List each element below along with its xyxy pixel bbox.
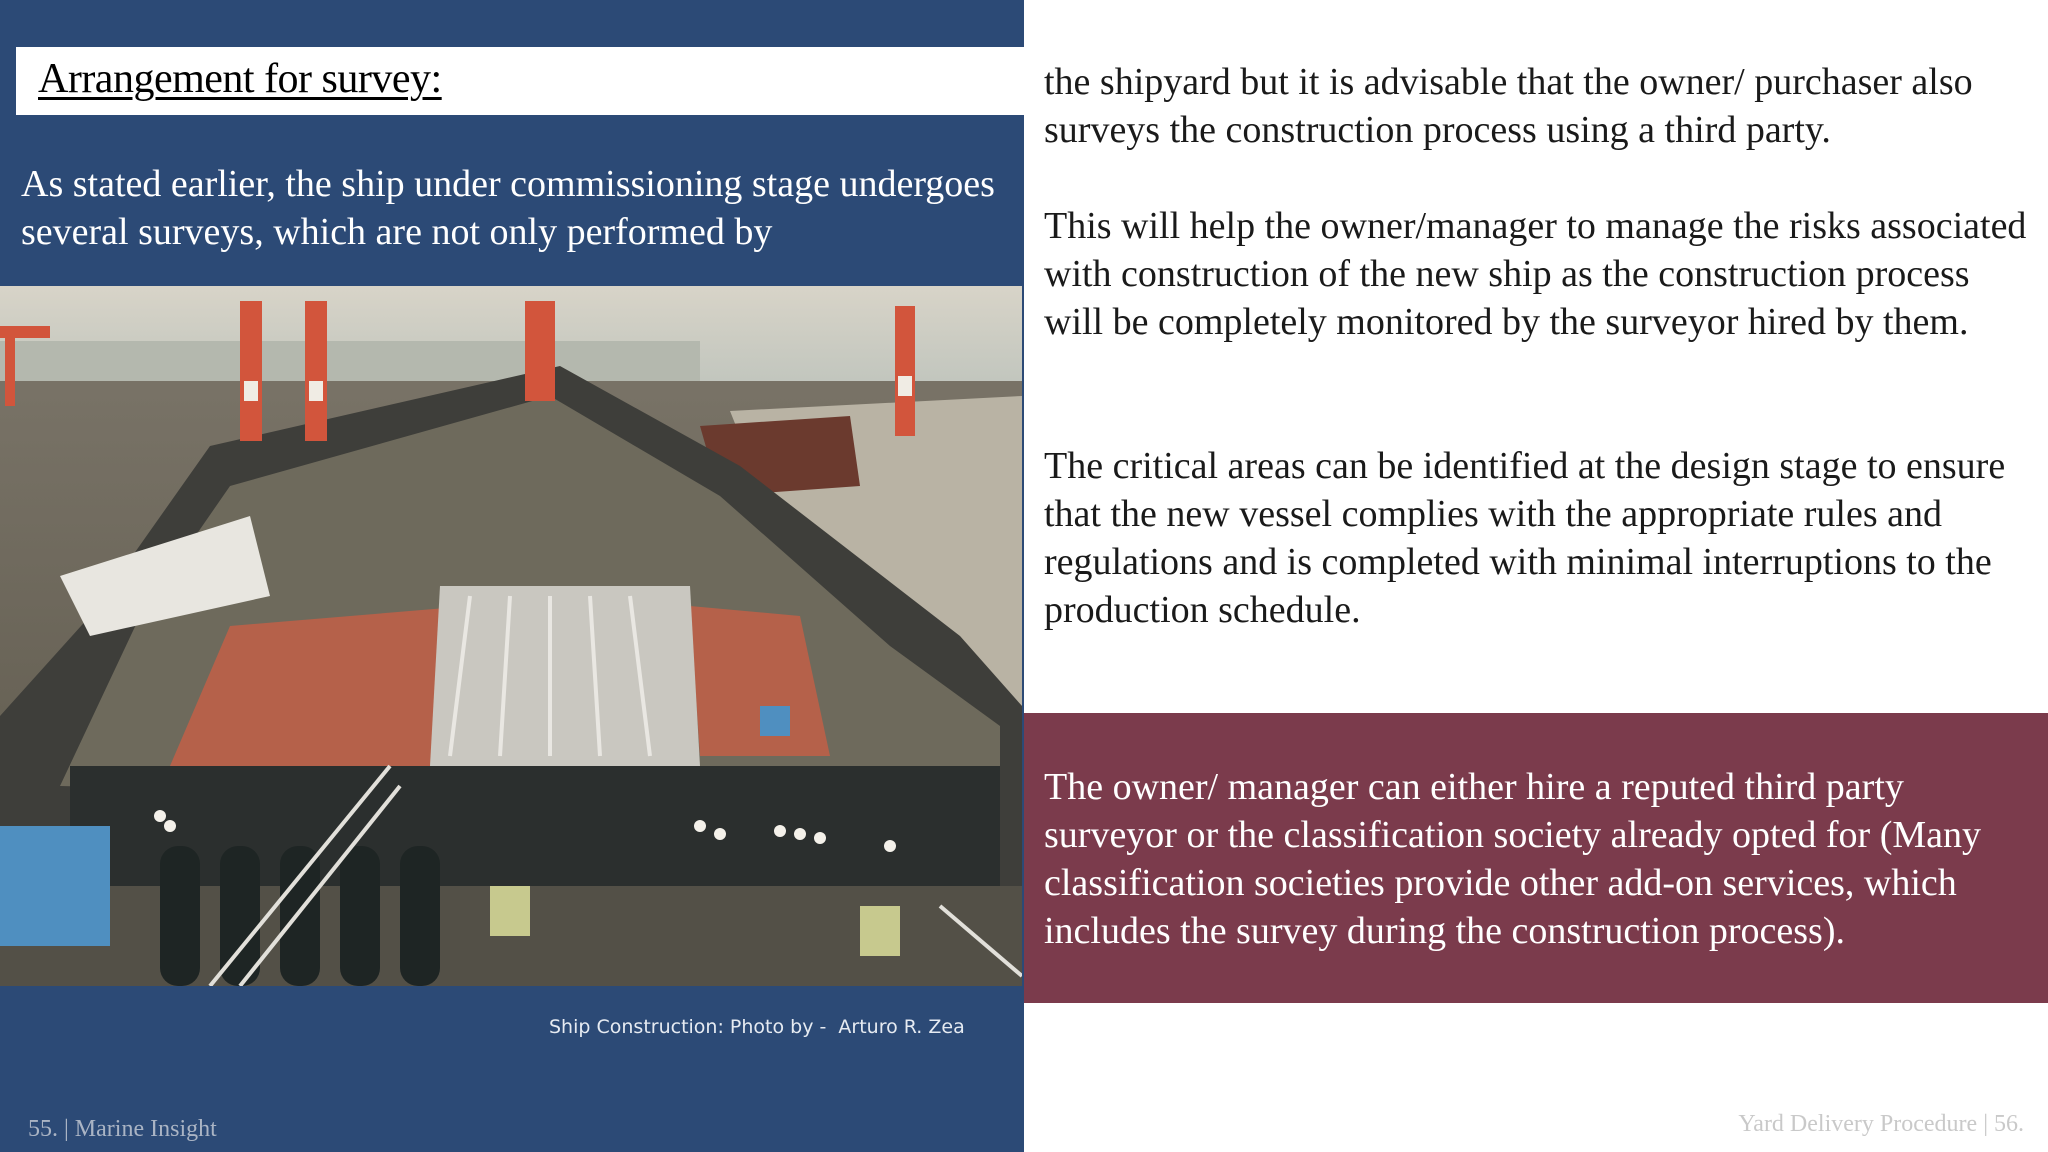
paragraph-risk-management: This will help the owner/manager to manage the risks associated with construction of the new ship as the construction process will be completely monitored by the surveyor hired by them. [1044, 205, 2027, 343]
photo-caption: Ship Construction: Photo by - Arturo R. Zea [549, 1016, 965, 1038]
intro-paragraph: As stated earlier, the ship under commissioning stage undergoes several surveys, which are not only performed by [21, 163, 995, 253]
highlight-text: The owner/ manager can either hire a reputed third party surveyor or the classification society already opted for (Many classification societies provide other add-on services, which includes the survey during the construction process). [1044, 766, 1982, 952]
highlight-box [1024, 713, 2048, 1003]
left-page-footer: 55. | Marine Insight [28, 1116, 217, 1142]
title-box [16, 47, 1024, 115]
paragraph-continuation: the shipyard but it is advisable that the owner/ purchaser also surveys the construction process using a third party. [1044, 61, 1973, 151]
ship-construction-photo [0, 286, 1022, 986]
paragraph-critical-areas: The critical areas can be identified at the design stage to ensure that the new vessel complies with the appropriate rules and regulations and is completed with minimal interruptions to the production schedule. [1044, 445, 2006, 631]
page-title: Arrangement for survey: [38, 56, 442, 102]
right-page-footer: Yard Delivery Procedure | 56. [1738, 1111, 2024, 1137]
